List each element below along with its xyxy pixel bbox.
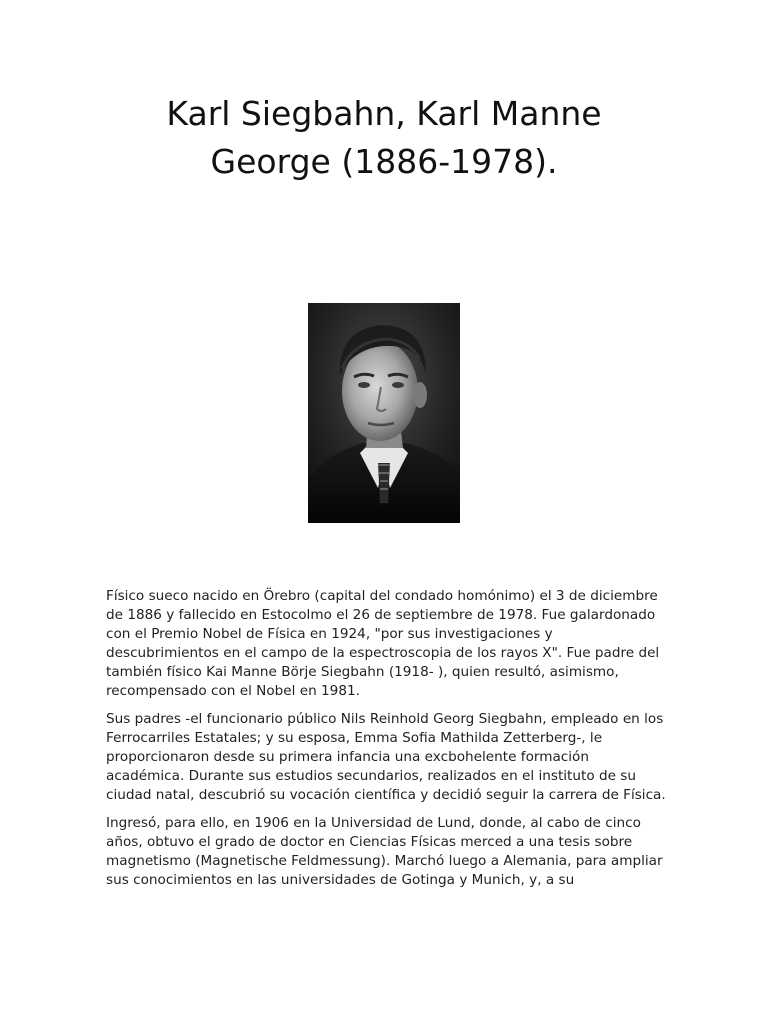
document-title [60, 90, 708, 186]
paragraph: Físico sueco nacido en Örebro (capital del condado homónimo) el 3 de diciembre de 1886 y fallecido en Estocolmo el 26 de septiembre de 1978. Fue galardonado con el Premio Nobel de Física en 1924, "por sus investigaciones y descubrimientos en el campo de la espectroscopia de los rayos X". Fue padre del también físico Kai Manne Börje Siegbahn (1918- ), quien resultó, asimismo, recompensado con el Nobel en 1981. [106, 588, 660, 699]
document-body [106, 587, 666, 899]
paragraph: Sus padres -el funcionario público Nils Reinhold Georg Siegbahn, empleado en los Ferrocarriles Estatales; y su esposa, Emma Sofia Mathilda Zetterberg-, le proporcionaron desde su primera infancia una excbohelente formación académica. Durante sus estudios secundarios, realizados en el instituto de su ciudad natal, descubrió su vocación científica y decidió seguir la carrera de Física. [106, 711, 666, 803]
paragraph: Ingresó, para ello, en 1906 en la Universidad de Lund, donde, al cabo de cinco años, obtuvo el grado de doctor en Ciencias Físicas merced a una tesis sobre magnetismo (Magnetische Feldmessung). Marchó luego a Alemania, para ampliar sus conocimientos en las universidades de Gotinga y Munich, y, a su [106, 815, 663, 888]
title-line-1: Karl Siegbahn, Karl Manne [166, 94, 602, 133]
title-line-2: George (1886-1978). [210, 142, 558, 181]
portrait-photo [308, 303, 460, 523]
